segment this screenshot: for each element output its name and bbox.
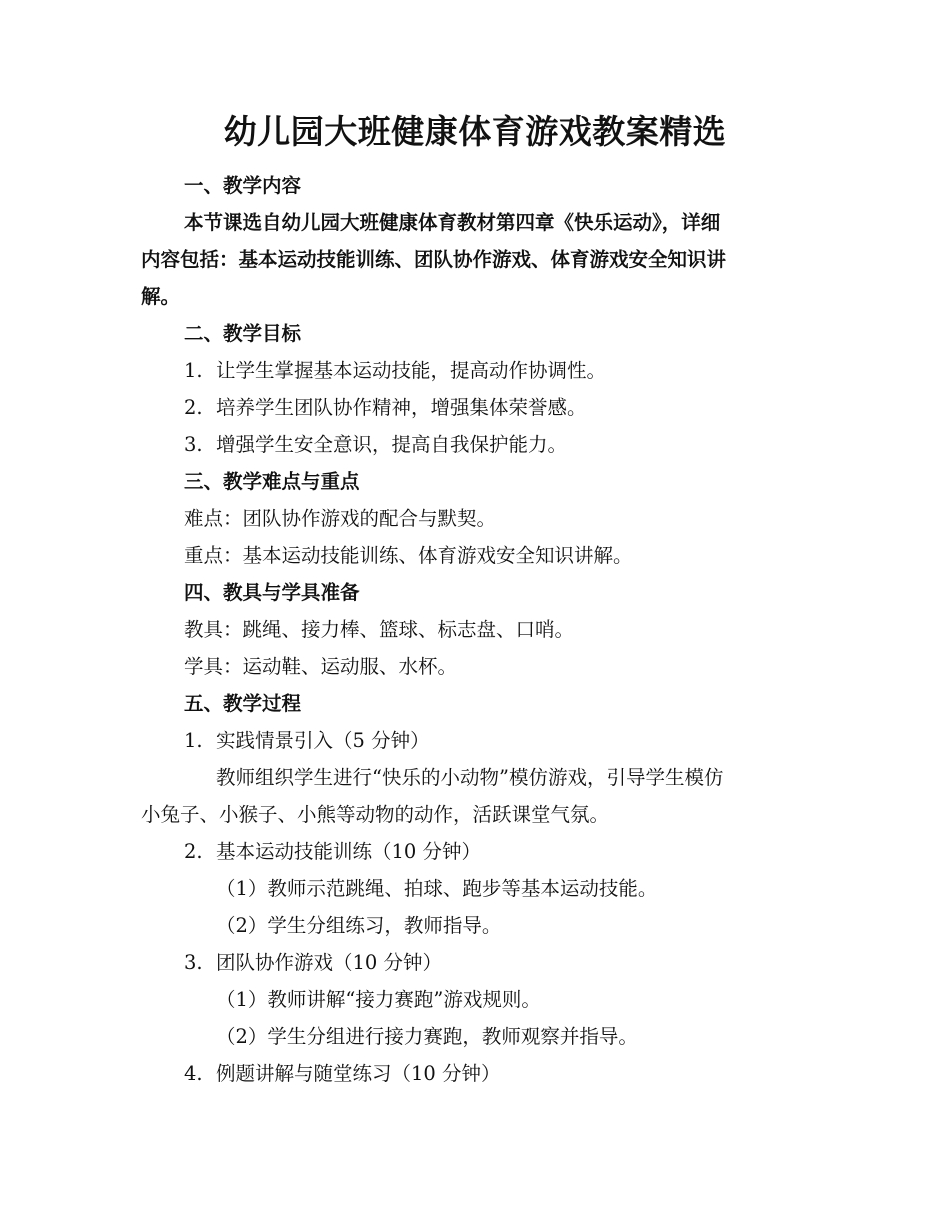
- teacher-materials-text: 教具：跳绳、接力棒、篮球、标志盘、口哨。: [184, 618, 575, 641]
- paragraph-line: 小兔子、小猴子、小熊等动物的动作，活跃课堂气氛。: [141, 803, 610, 826]
- document-title: 幼儿园大班健康体育游戏教案精选: [223, 112, 727, 151]
- list-item-number: 2.: [184, 396, 203, 419]
- section-heading-materials: 四、教具与学具准备: [184, 581, 360, 604]
- process-step-text: 实践情景引入（5 分钟）: [216, 729, 430, 752]
- sub-step: （1）教师讲解“接力赛跑”游戏规则。: [216, 988, 541, 1011]
- process-step-number: 2.: [184, 840, 203, 863]
- sub-step: （2）学生分组练习，教师指导。: [216, 914, 502, 937]
- process-step-number: 1.: [184, 729, 203, 752]
- process-step-text: 团队协作游戏（10 分钟）: [216, 951, 443, 974]
- list-item-text: 培养学生团队协作精神，增强集体荣誉感。: [216, 396, 587, 419]
- list-item-text: 让学生掌握基本运动技能，提高动作协调性。: [216, 359, 607, 382]
- sub-step: （2）学生分组进行接力赛跑，教师观察并指导。: [216, 1025, 638, 1048]
- process-step: [184, 842, 481, 862]
- process-step-number: 4.: [184, 1062, 203, 1085]
- paragraph-line: 教师组织学生进行“快乐的小动物”模仿游戏，引导学生模仿: [216, 766, 724, 789]
- list-item: [184, 435, 567, 455]
- list-item-number: 3.: [184, 433, 203, 456]
- process-step-text: 例题讲解与随堂练习（10 分钟）: [216, 1062, 501, 1085]
- list-item: [184, 361, 606, 381]
- process-step: [184, 953, 442, 973]
- student-materials-text: 学具：运动鞋、运动服、水杯。: [184, 655, 458, 678]
- sub-step: （1）教师示范跳绳、拍球、跑步等基本运动技能。: [216, 877, 658, 900]
- list-item-number: 1.: [184, 359, 203, 382]
- key-point-text: 重点：基本运动技能训练、体育游戏安全知识讲解。: [184, 544, 633, 567]
- list-item-text: 增强学生安全意识，提高自我保护能力。: [216, 433, 568, 456]
- process-step: [184, 731, 430, 751]
- paragraph-line: 内容包括：基本运动技能训练、团队协作游戏、体育游戏安全知识讲: [141, 248, 727, 271]
- process-step-text: 基本运动技能训练（10 分钟）: [216, 840, 482, 863]
- process-step: [184, 1064, 501, 1084]
- section-heading-teaching-content: 一、教学内容: [184, 174, 302, 197]
- list-item: [184, 398, 587, 418]
- difficulty-text: 难点：团队协作游戏的配合与默契。: [184, 507, 497, 530]
- section-heading-teaching-process: 五、教学过程: [184, 692, 302, 715]
- process-step-number: 3.: [184, 951, 203, 974]
- paragraph-line: 解。: [141, 285, 181, 308]
- section-heading-difficulty-key: 三、教学难点与重点: [184, 470, 360, 493]
- paragraph-line: 本节课选自幼儿园大班健康体育教材第四章《快乐运动》，详细: [184, 211, 721, 234]
- section-heading-teaching-goals: 二、教学目标: [184, 322, 302, 345]
